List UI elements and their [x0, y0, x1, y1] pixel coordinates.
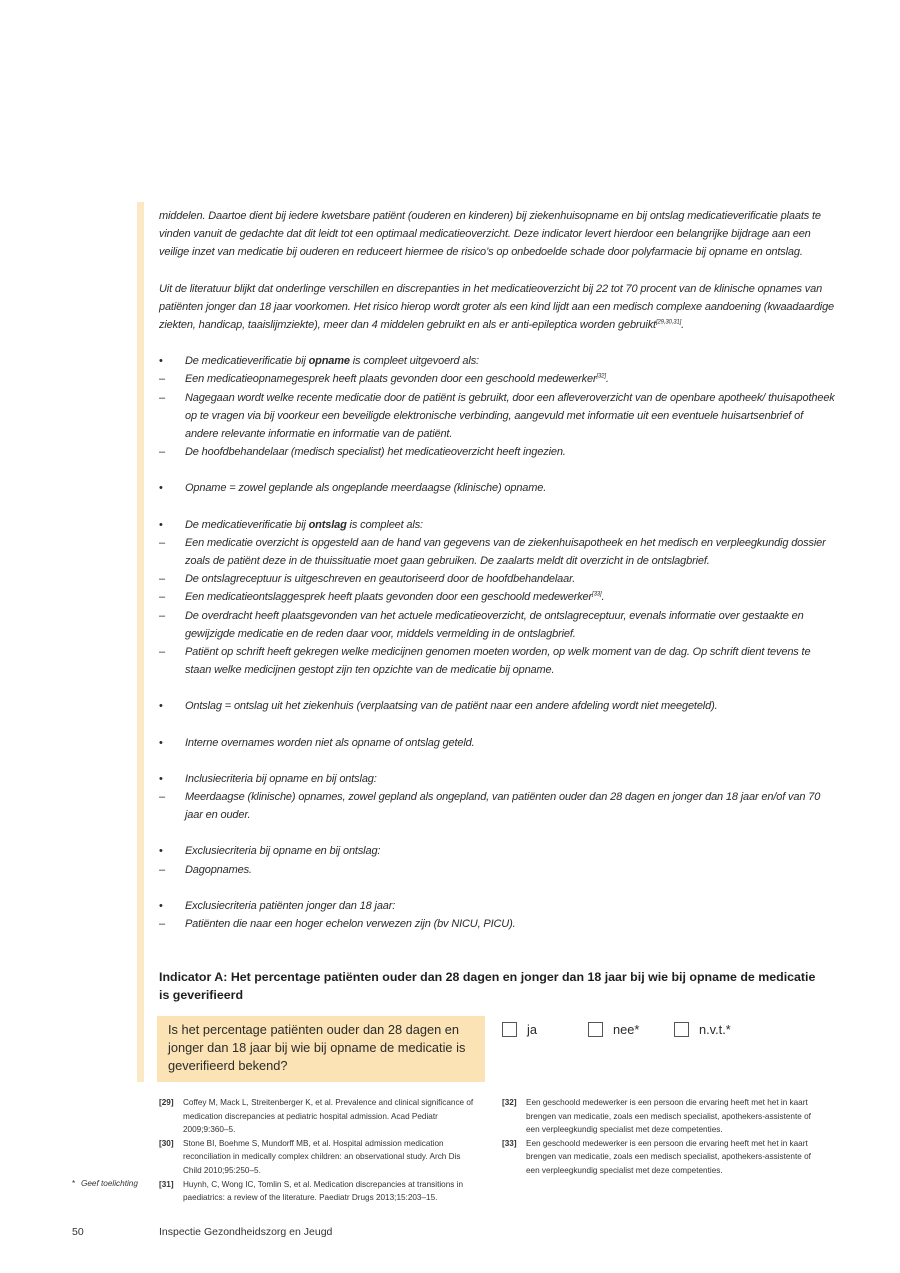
reference-text: Een geschoold medewerker is een persoon die ervaring heeft met het in kaart brengen van medicatie, zoals een medisch specialist, apothekers-assistente of een verpleegkundig specialist met deze competenties. [526, 1138, 811, 1175]
bullet-opname [159, 352, 839, 370]
references-right [502, 1096, 817, 1178]
bullet-opname-definition [159, 479, 839, 497]
checkbox-nvt[interactable] [674, 1022, 689, 1037]
text: Opname = zowel geplande als ongeplande meerdaagse (klinische) opname. [185, 482, 547, 495]
option-nee[interactable] [588, 1022, 639, 1037]
option-ja[interactable] [502, 1022, 537, 1037]
dash-item [159, 788, 839, 824]
bullet-marker: • [159, 355, 163, 368]
bullet-exclusie [159, 842, 839, 860]
footnote-ref: [32] [596, 373, 606, 380]
dash-item [159, 588, 839, 606]
text: Een medicatieontslaggesprek heeft plaats gevonden door een geschoold medewerker [185, 591, 593, 604]
punct: . [681, 319, 685, 332]
page-number: 50 [72, 1226, 84, 1238]
dash-marker: – [159, 391, 165, 404]
dash-item [159, 861, 839, 879]
footnote-ref: [29,30,31] [655, 319, 682, 326]
body-text [159, 207, 839, 933]
footer-organization: Inspectie Gezondheidszorg en Jeugd [159, 1226, 333, 1238]
reference-30 [159, 1137, 479, 1178]
text: De medicatieverificatie bij [185, 518, 309, 531]
option-ja-label: ja [527, 1022, 537, 1037]
bullet-marker: • [159, 899, 163, 912]
text: Een medicatieopnamegesprek heeft plaats gevonden door een geschoold medewerker [185, 373, 597, 386]
reference-text: Stone BI, Boehme S, Mundorff MB, et al. Hospital admission medication reconciliation in medically complex children: an observational study. Arch Dis Child 2010;95:250–5. [183, 1138, 461, 1175]
paragraph-literature-text: Uit de literatuur blijkt dat onderlinge verschillen en discrepanties in het medicatieoverzicht bij 22 tot 70 procent van de klinische opnames van patiënten jonger dan 18 jaar voorkomen. Het risico hierop wordt groter als een kind lijdt aan een medisch complexe aandoening (kwaadaardige ziekten, handicap, taaislijmziekte), meer dan 4 middelen gebruikt en als er anti-epileptica worden gebruikt [159, 282, 835, 332]
dash-marker: – [159, 573, 165, 586]
dash-marker: – [159, 591, 165, 604]
text: Ontslag = ontslag uit het ziekenhuis (verplaatsing van de patiënt naar een andere afdeling wordt niet meegeteld). [185, 700, 718, 713]
reference-number: [32] [502, 1098, 517, 1107]
reference-text: Huynh, C, Wong IC, Tomlin S, et al. Medication discrepancies at transitions in paediatrics: a review of the literature. Paediatr Drugs 2013;15:203–15. [183, 1179, 464, 1203]
text: Inclusiecriteria bij opname en bij ontslag: [185, 772, 377, 785]
bullet-exclusie-jong [159, 897, 839, 915]
text: is compleet uitgevoerd als: [349, 355, 479, 368]
dash-item [159, 570, 839, 588]
bullet-interne [159, 734, 839, 752]
text: De ontslagreceptuur is uitgeschreven en geautoriseerd door de hoofdbehandelaar. [185, 573, 576, 586]
text: Patiënt op schrift heeft gekregen welke medicijnen genomen moeten worden, op welk moment van de dag. Op schrift dient tevens te staan welke medicijnen gestopt zijn ten opzichte van de medicatie bij opname. [185, 646, 811, 677]
side-note [72, 1177, 142, 1190]
dash-marker: – [159, 536, 165, 549]
dash-marker: – [159, 791, 165, 804]
reference-text: Een geschoold medewerker is een persoon die ervaring heeft met het in kaart brengen van medicatie, zoals een medisch specialist, apothekers-assistente of een verpleegkundig specialist met deze competenties. [526, 1098, 811, 1135]
bullet-marker: • [159, 845, 163, 858]
dash-marker: – [159, 918, 165, 931]
sidebar-accent-bar [137, 202, 144, 1082]
text: De medicatieverificatie bij [185, 355, 309, 368]
bullet-marker: • [159, 736, 163, 749]
dash-item [159, 389, 839, 444]
text: De overdracht heeft plaatsgevonden van het actuele medicatieoverzicht, de ontslagreceptuur, evenals informatie over gestaakte en gewijzigde medicatie en de reden daar voor, middels vermelding in de ontslagbrief. [185, 609, 804, 640]
bullet-marker: • [159, 772, 163, 785]
reference-29 [159, 1096, 479, 1137]
footnote-ref: [33] [592, 591, 602, 598]
bullet-ontslag [159, 516, 839, 534]
reference-text: Coffey M, Mack L, Streitenberger K, et al. Prevalence and clinical significance of medication discrepancies at pediatric hospital admission. Acad Pediatr 2009;9:360–5. [183, 1098, 474, 1135]
reference-31 [159, 1178, 479, 1205]
reference-number: [31] [159, 1179, 174, 1189]
indicator-title: Indicator A: Het percentage patiënten ouder dan 28 dagen en jonger dan 18 jaar bij wie bij opname de medicatie is geverifieerd [159, 970, 816, 1002]
bullet-inclusie [159, 770, 839, 788]
dash-item [159, 915, 839, 933]
dash-marker: – [159, 609, 165, 622]
reference-number: [33] [502, 1138, 517, 1148]
question-box: Is het percentage patiënten ouder dan 28 dagen en jonger dan 18 jaar bij wie bij opname de medicatie is geverifieerd bekend? [157, 1016, 485, 1082]
text: Meerdaagse (klinische) opnames, zowel gepland als ongepland, van patiënten ouder dan 28 dagen en jonger dan 18 jaar en/of van 70 jaar en ouder. [185, 791, 821, 822]
dash-marker: – [159, 373, 165, 386]
reference-32 [502, 1096, 817, 1137]
text: Exclusiecriteria patiënten jonger dan 18 jaar: [185, 899, 396, 912]
reference-33 [502, 1137, 817, 1178]
note-text: Geef toelichting [81, 1179, 138, 1188]
dash-marker: – [159, 646, 165, 659]
bullet-marker: • [159, 518, 163, 531]
bullet-marker: • [159, 482, 163, 495]
text: is compleet als: [346, 518, 423, 531]
option-nee-label: nee* [613, 1022, 640, 1037]
paragraph-literature [159, 280, 839, 335]
checkbox-nee[interactable] [588, 1022, 603, 1037]
reference-number: [29] [159, 1098, 174, 1107]
dash-item [159, 643, 839, 679]
bullet-ontslag-definition [159, 697, 839, 715]
text: Nagegaan wordt welke recente medicatie door de patiënt is gebruikt, door een afleveroverzicht van de openbare apotheek/ thuisapotheek op te vragen via bij voorkeur een beveiligde elektronische verbinding, aangevuld met informatie uit een eventuele huisartsenbrief of andere relevante informatie en informatie van de patiënt. [185, 391, 835, 441]
text: De hoofdbehandelaar (medisch specialist) het medicatieoverzicht heeft ingezien. [185, 446, 566, 459]
reference-number: [30] [159, 1138, 174, 1148]
dash-item [159, 534, 839, 570]
paragraph-intro: middelen. Daartoe dient bij iedere kwetsbare patiënt (ouderen en kinderen) bij ziekenhuisopname en bij ontslag medicatieverificatie plaats te vinden vanuit de gedachte dat dit leidt tot een optimaal medicatieoverzicht. Deze indicator levert hierdoor een belangrijke bijdrage aan een veilige inzet van medicatie bij ouderen en reduceert hiermee de risico’s op onbedoelde schade door polyfarmacie bij opname en ontslag. [159, 210, 821, 259]
bold-text: ontslag [308, 518, 347, 531]
text: Een medicatie overzicht is opgesteld aan de hand van gegevens van de ziekenhuisapotheek en het medisch en verpleegkundig dossier zoals de patiënt deze in de thuissituatie moet gaan gebruiken. De zaalarts meldt dit overzicht in de ontslagbrief. [185, 536, 826, 568]
checkbox-ja[interactable] [502, 1022, 517, 1037]
dash-item [159, 370, 839, 388]
bullet-marker: • [159, 700, 163, 713]
dash-marker: – [159, 863, 165, 876]
punct: . [605, 373, 609, 386]
text: Exclusiecriteria bij opname en bij ontslag: [185, 845, 381, 858]
dash-item [159, 607, 839, 643]
text: Interne overnames worden niet als opname of ontslag geteld. [185, 736, 475, 749]
option-nvt[interactable] [674, 1022, 731, 1037]
dash-item [159, 443, 839, 461]
punct: . [601, 591, 605, 604]
references-left [159, 1096, 479, 1205]
bold-text: opname [308, 355, 350, 368]
option-nvt-label: n.v.t.* [699, 1022, 731, 1037]
text: Dagopnames. [185, 863, 252, 876]
note-star: * [72, 1179, 76, 1188]
text: Patiënten die naar een hoger echelon verwezen zijn (bv NICU, PICU). [185, 918, 516, 931]
dash-marker: – [159, 446, 165, 459]
